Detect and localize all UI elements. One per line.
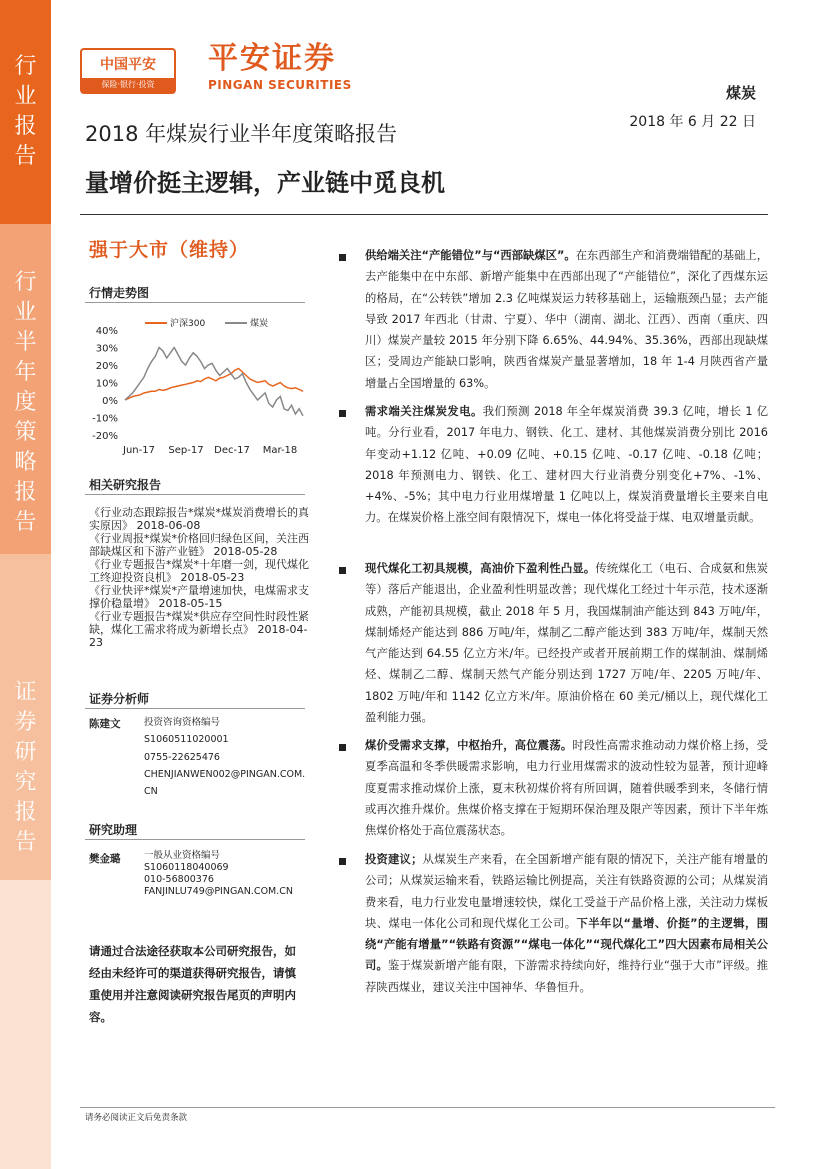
trend-divider <box>85 302 305 303</box>
related-heading: 相关研究报告 <box>89 478 162 492</box>
disclaimer-notice: 请通过合法途径获取本公司研究报告，如经由未经许可的渠道获得研究报告，请慎重使用并注意阅读研究报告尾页的声明内容。 <box>89 944 296 1024</box>
analyst-heading: 证券分析师 <box>89 692 150 706</box>
y-tick-label: -20% <box>92 431 118 442</box>
x-axis-ticks <box>122 445 297 456</box>
assistant-name: 樊金璐 <box>89 853 121 865</box>
paragraph-price-lead: 煤价受需求支撑，中枢抬升，高位震荡。 <box>365 739 573 752</box>
paragraph-supply-lead: 供给端关注“产能错位”与“西部缺煤区”。 <box>365 249 576 262</box>
assistant-heading: 研究助理 <box>89 823 138 837</box>
paragraph-investment-tail: 鉴于煤炭新增产能有限，下游需求持续向好，维持行业“强于大市”评级。推荐陕西煤业，建议关注中国神华、华鲁恒升。 <box>365 959 768 994</box>
paragraph-price-body: 时段性高需求推动动力煤价格上扬，受夏季高温和冬季供暖需求影响，电力行业用煤需求的波动性较为显著，预计迎峰度夏需求推动煤价上涨，夏末秋初煤价将有所回调，随着供暖季到来，冬储行情或再次推升煤价。焦煤价格支撑在于短期环保治理及限产等因素，预计下半年炼焦煤价格处于高位震荡状态。 <box>365 739 768 838</box>
assistant-line: 010-56800376 <box>144 874 214 885</box>
x-tick-label: Sep-17 <box>168 445 204 456</box>
bullet-marker <box>339 567 346 574</box>
series-line <box>125 369 303 401</box>
pingan-group-logo <box>80 48 176 94</box>
assistant-line: 一般从业资格编号 <box>144 850 221 861</box>
paragraph-coal-chemical-body: 传统煤化工（电石、合成氨和焦炭等）落后产能退出，企业盈利性明显改善；现代煤化工经过十年示范，技术逐渐成熟，产能初具规模，截止 2018 年 5 月，我国煤制油产能达到 843 万吨/年，煤制烯烃产能达到 886 万吨/年，煤制乙二醇产能达到 383 万吨/年，煤制天然气产能达到 64.55 亿立方米/年。已经投产或者开展前期工作的煤制油、煤制烯烃、煤制乙二醇、煤制天然气产能分别达到 1727 万吨/年、2205 万吨/年、1802 万吨/年和 1142 亿立方米/年。原油价格在 60 美元/桶以上，现代煤化工盈利能力强。 <box>365 562 768 725</box>
assistant-info <box>144 850 293 898</box>
report-date: 2018 年 6 月 22 日 <box>629 114 756 130</box>
related-report-item[interactable]: 《行业周报*煤炭*价格回归绿色区间，关注西部缺煤区和下游产业链》 2018-05-28 <box>89 532 309 558</box>
footer-divider <box>80 1107 775 1108</box>
sidebar-band <box>0 0 51 1169</box>
sidebar-label-3 <box>0 678 51 858</box>
paragraph-demand-body: 我们预测 2018 年全年煤炭消费 39.3 亿吨，增长 1 亿吨。分行业看，2017 年电力、钢铁、化工、建材、其他煤炭消费分别比 2016 年变动+1.12 亿吨、+0.09 亿吨、+0.15 亿吨、-0.17 亿吨、-0.18 亿吨；2018 年预测电力、钢铁、化工、建材四大行业消费分别变化+7%、-1%、+4%、-5%；其中电力行业用煤增量 1 亿吨以上，煤炭消费量增长主要来自电力。在煤炭价格上涨空间有限情况下，煤电一体化将受益于煤、电双增量贡献。 <box>365 405 768 525</box>
chart-legend <box>145 317 268 329</box>
bullet-marker <box>339 858 346 865</box>
paragraph-coal-chemical <box>365 558 768 728</box>
logo2-en: PINGAN SECURITIES <box>208 78 352 92</box>
related-report-item[interactable]: 《行业动态跟踪报告*煤炭*煤炭消费增长的真实原因》 2018-06-08 <box>89 506 309 532</box>
x-tick-label: Dec-17 <box>214 445 250 456</box>
y-tick-label: 40% <box>95 326 118 337</box>
analyst-line: CN <box>144 786 158 798</box>
analyst-name: 陈建文 <box>89 718 121 730</box>
logo1-sub: 保险·银行·投资 <box>82 78 174 92</box>
sidebar-text-3: 证券研究报告 <box>14 680 37 855</box>
chart-series-group <box>125 348 303 416</box>
y-tick-label: 0% <box>102 396 118 407</box>
sidebar-label-2 <box>0 268 51 538</box>
paragraph-supply-body: 在东西部生产和消费端错配的基础上，去产能集中在中东部、新增产能集中在西部出现了“产能错位”，深化了西煤东运的格局，在“公转铁”增加 2.3 亿吨煤炭运力转移基础上，运输瓶颈凸显；去产能导致 2017 年西北（甘肃、宁夏）、华中（湖南、湖北、江西）、西南（重庆、四川）煤炭产量较 2015 年分别下降 6.65%、44.94%、35.36%，西部出现缺煤区；受周边产能缺口影响，陕西省煤炭产量显著增加，18 年 1-4 月陕西省产量增量占全国增量的 63%。 <box>365 249 768 390</box>
sidebar-segment-strategy <box>0 224 51 554</box>
x-tick-label: Jun-17 <box>123 445 155 456</box>
y-tick-label: 30% <box>95 343 118 355</box>
paragraph-investment-emphasis: 下半年以“量增、价挺”的主逻辑，围绕“产能有增量”“铁路有资源”“煤电一体化”“现代煤化工”四大因素布局相关公司。 <box>365 916 768 973</box>
header-divider <box>80 214 768 215</box>
y-tick-label: 10% <box>95 378 118 390</box>
paragraph-investment <box>365 849 768 998</box>
paragraph-supply <box>365 245 768 394</box>
x-tick-label: Mar-18 <box>262 445 298 456</box>
bullet-marker <box>339 410 346 417</box>
paragraph-investment-body: 从煤炭生产来看，在全国新增产能有限的情况下，关注产能有增量的公司；从煤炭运输来看，铁路运输比例提高，关注有铁路资源的公司；从煤炭消费来看，电力行业发电量增速较快，煤化工受益于产品价格上涨，关注动力煤板块、煤电一体化公司和现代煤化工公司。 <box>365 853 768 930</box>
sidebar-segment-research <box>0 554 51 880</box>
trend-chart <box>85 312 310 462</box>
assistant-email[interactable]: FANJINLU749@PINGAN.COM.CN <box>144 886 294 897</box>
report-subtitle: 量增价挺主逻辑，产业链中觅良机 <box>85 169 445 197</box>
sidebar-label-1 <box>0 52 51 172</box>
analyst-divider <box>85 708 305 709</box>
assistant-divider <box>85 839 305 840</box>
y-tick-label: -10% <box>92 413 118 425</box>
sidebar-text-2: 行业半年度策略报告 <box>14 270 37 535</box>
related-divider <box>85 494 305 495</box>
industry-label: 煤炭 <box>725 84 756 102</box>
sidebar-segment-report-type <box>0 0 51 224</box>
sidebar-segment-blank <box>0 880 51 1169</box>
rating-label: 强于大市（维持） <box>89 239 250 261</box>
pingan-securities-logo <box>208 40 378 96</box>
paragraph-demand-lead: 需求端关注煤炭发电。 <box>365 405 483 418</box>
footer-disclaimer: 请务必阅读正文后免责条款 <box>85 1113 188 1123</box>
analyst-info <box>144 714 305 800</box>
trend-heading: 行情走势图 <box>89 286 150 300</box>
analyst-line: 0755-22625476 <box>144 751 220 763</box>
bullet-marker <box>339 744 346 751</box>
paragraph-coal-chemical-lead: 现代煤化工初具规模，高油价下盈利性凸显。 <box>365 562 596 575</box>
paragraph-demand <box>365 401 768 529</box>
assistant-line: S1060118040069 <box>144 862 229 873</box>
related-report-item[interactable]: 《行业快评*煤炭*产量增速加快，电煤需求支撑价稳量增》 2018-05-15 <box>89 584 309 610</box>
related-reports-list <box>89 506 311 649</box>
legend-label: 煤炭 <box>250 319 269 329</box>
related-report-item[interactable]: 《行业专题报告*煤炭*十年磨一剑，现代煤化工终迎投资良机》 2018-05-23 <box>89 558 309 584</box>
y-tick-label: 20% <box>95 361 118 372</box>
analyst-email[interactable]: CHENJIANWEN002@PINGAN.COM. <box>144 768 306 780</box>
related-report-item[interactable]: 《行业专题报告*煤炭*供应存空间性时段性紧缺，煤化工需求将成为新增长点》 2018-04-23 <box>89 610 309 649</box>
paragraph-investment-lead: 投资建议； <box>365 853 423 866</box>
series-line <box>125 348 303 416</box>
paragraph-price <box>365 735 768 841</box>
report-title: 2018 年煤炭行业半年度策略报告 <box>85 122 398 146</box>
sidebar-text-1: 行业报告 <box>14 54 37 169</box>
logo2-cn: 平安证券 <box>208 41 336 76</box>
logo1-text: 中国平安 <box>100 57 156 73</box>
bullet-marker <box>339 254 346 261</box>
legend-label: 沪深300 <box>170 319 206 329</box>
y-axis-ticks <box>92 326 118 442</box>
analyst-line: S1060511020001 <box>144 734 229 746</box>
analyst-line: 投资咨询资格编号 <box>144 717 221 728</box>
